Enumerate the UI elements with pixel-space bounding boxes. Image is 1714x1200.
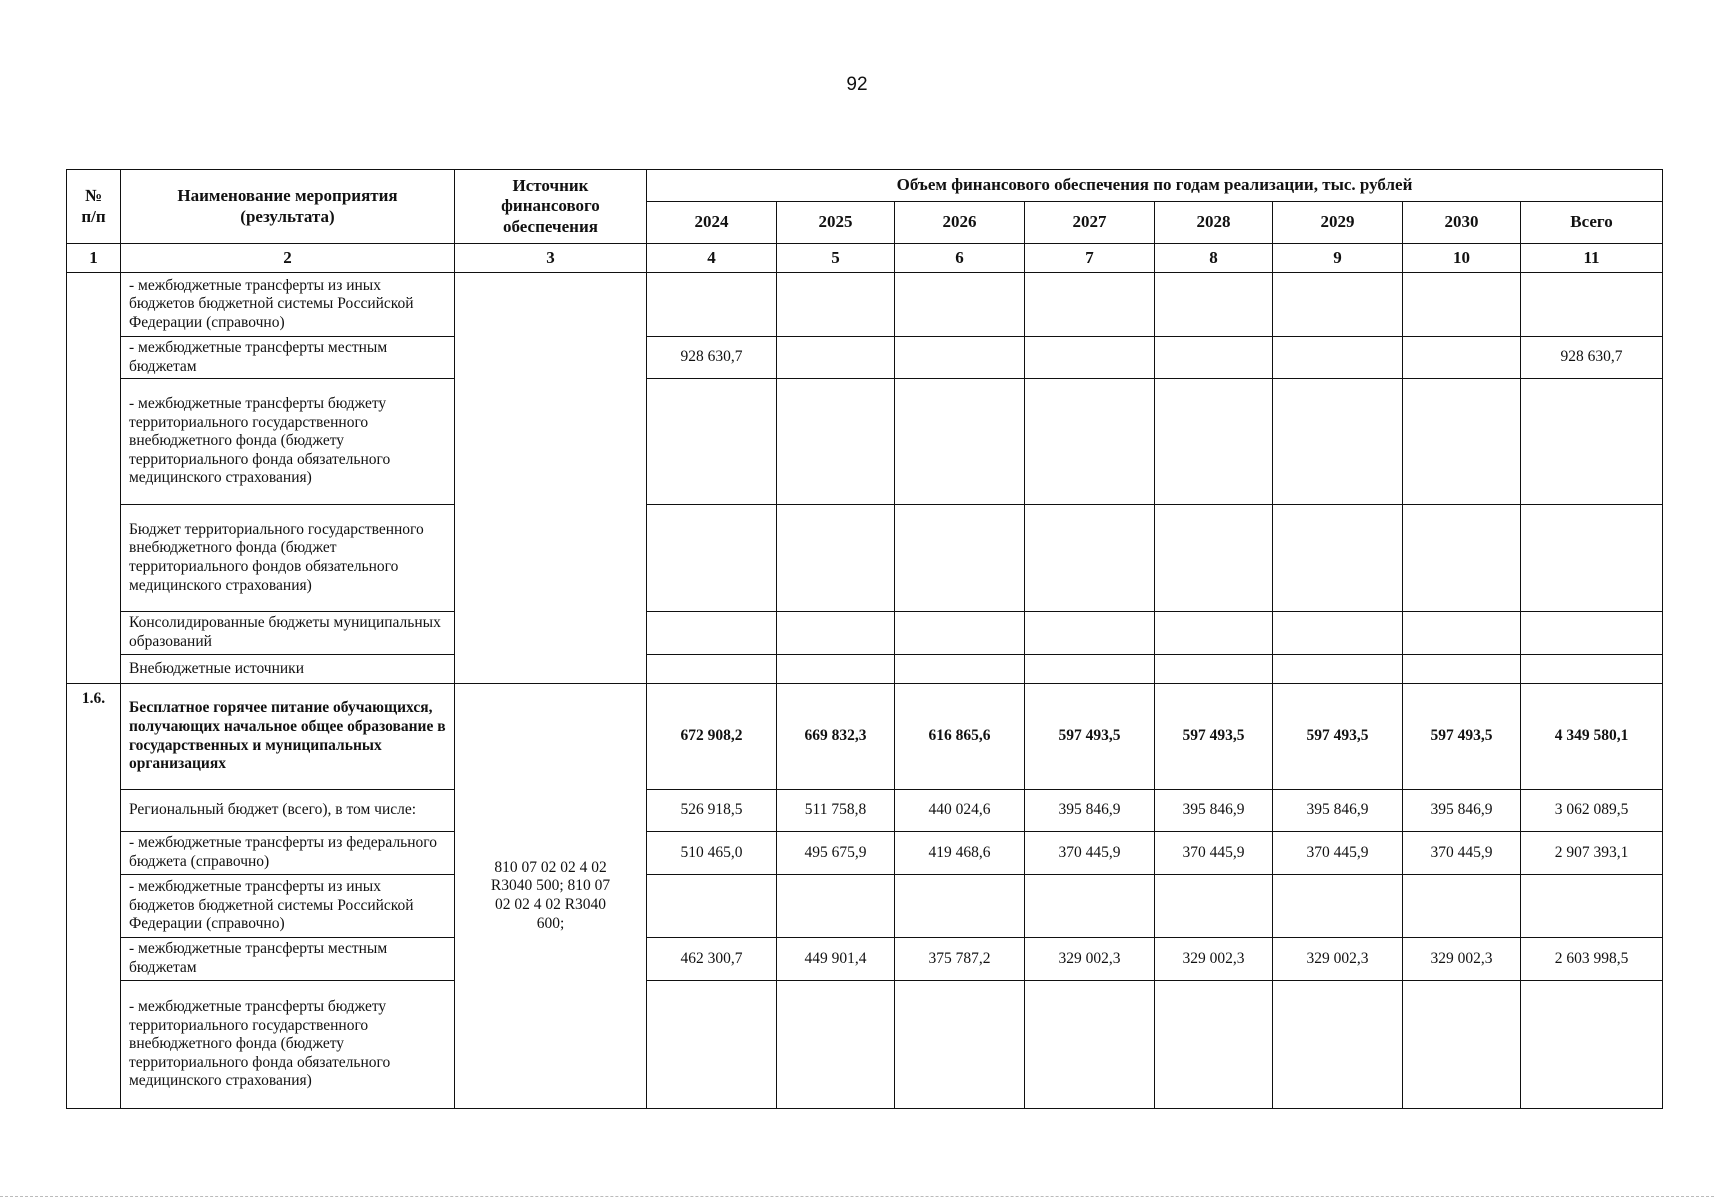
value-cell: [1273, 273, 1403, 337]
value-cell: 449 901,4: [777, 938, 895, 981]
row-source-empty: [455, 273, 647, 684]
value-cell: [1521, 612, 1663, 655]
value-cell: [1521, 505, 1663, 612]
table-row: [67, 655, 1663, 684]
row-name: Региональный бюджет (всего), в том числе:: [121, 790, 455, 832]
page-number: 92: [846, 74, 868, 95]
value-cell: [895, 379, 1025, 505]
value-cell: 329 002,3: [1155, 938, 1273, 981]
value-cell: [647, 379, 777, 505]
column-number: 1: [67, 244, 121, 273]
column-number: 6: [895, 244, 1025, 273]
value-cell: [777, 655, 895, 684]
row-name: - межбюджетные трансферты местным бюджетам: [121, 337, 455, 379]
value-cell: [777, 875, 895, 938]
value-cell: 4 349 580,1: [1521, 684, 1663, 790]
value-cell: [895, 273, 1025, 337]
value-cell: 510 465,0: [647, 832, 777, 875]
value-cell: [1403, 875, 1521, 938]
value-cell: [1025, 655, 1155, 684]
value-cell: 395 846,9: [1273, 790, 1403, 832]
table-row: [67, 273, 1663, 337]
value-cell: 495 675,9: [777, 832, 895, 875]
value-cell: [1155, 981, 1273, 1109]
header-year: 2029: [1273, 202, 1403, 244]
header-volume: Объем финансового обеспечения по годам реализации, тыс. рублей: [647, 170, 1663, 202]
value-cell: [1155, 505, 1273, 612]
value-cell: 597 493,5: [1025, 684, 1155, 790]
header-year: 2030: [1403, 202, 1521, 244]
table-row: [67, 612, 1663, 655]
value-cell: [895, 337, 1025, 379]
value-cell: [777, 505, 895, 612]
value-cell: [647, 505, 777, 612]
table-row: [67, 938, 1663, 981]
row-name: - межбюджетные трансферты из иных бюджетов бюджетной системы Российской Федерации (справочно): [121, 875, 455, 938]
value-cell: [1155, 612, 1273, 655]
value-cell: [895, 612, 1025, 655]
value-cell: [1403, 612, 1521, 655]
value-cell: 395 846,9: [1403, 790, 1521, 832]
value-cell: [1273, 655, 1403, 684]
column-number: 9: [1273, 244, 1403, 273]
value-cell: 2 603 998,5: [1521, 938, 1663, 981]
value-cell: [1273, 337, 1403, 379]
value-cell: [647, 273, 777, 337]
value-cell: [1025, 612, 1155, 655]
value-cell: 462 300,7: [647, 938, 777, 981]
header-total: Всего: [1521, 202, 1663, 244]
value-cell: [1273, 875, 1403, 938]
value-cell: 329 002,3: [1025, 938, 1155, 981]
value-cell: [777, 981, 895, 1109]
value-cell: 672 908,2: [647, 684, 777, 790]
value-cell: 597 493,5: [1403, 684, 1521, 790]
value-cell: [1521, 655, 1663, 684]
table-row: [67, 875, 1663, 938]
value-cell: [777, 273, 895, 337]
value-cell: [1025, 337, 1155, 379]
value-cell: 419 468,6: [895, 832, 1025, 875]
header-year: 2024: [647, 202, 777, 244]
column-number: 10: [1403, 244, 1521, 273]
value-cell: [1025, 273, 1155, 337]
value-cell: [1155, 655, 1273, 684]
column-number: 7: [1025, 244, 1155, 273]
value-cell: [1273, 379, 1403, 505]
value-cell: [1273, 505, 1403, 612]
value-cell: [1403, 273, 1521, 337]
header-year: 2025: [777, 202, 895, 244]
value-cell: [777, 337, 895, 379]
value-cell: 597 493,5: [1155, 684, 1273, 790]
column-number: 8: [1155, 244, 1273, 273]
table-row: [67, 832, 1663, 875]
row-number: 1.6.: [67, 684, 121, 1109]
row-name: - межбюджетные трансферты бюджету территориального государственного внебюджетного фонда (бюджету территориального фонда обязательного медицинского страхования): [121, 379, 455, 505]
value-cell: 3 062 089,5: [1521, 790, 1663, 832]
value-cell: [777, 612, 895, 655]
header-number: № п/п: [67, 170, 121, 244]
column-number: 11: [1521, 244, 1663, 273]
row-name: - межбюджетные трансферты местным бюджетам: [121, 938, 455, 981]
row-name: Бюджет территориального государственного внебюджетного фонда (бюджет территориального фондов обязательного медицинского страхования): [121, 505, 455, 612]
value-cell: 669 832,3: [777, 684, 895, 790]
header-year: 2028: [1155, 202, 1273, 244]
value-cell: [1025, 875, 1155, 938]
value-cell: [647, 655, 777, 684]
value-cell: 329 002,3: [1403, 938, 1521, 981]
value-cell: [1155, 875, 1273, 938]
value-cell: 440 024,6: [895, 790, 1025, 832]
value-cell: [1273, 981, 1403, 1109]
header-name: Наименование мероприятия (результата): [121, 170, 455, 244]
value-cell: 597 493,5: [1273, 684, 1403, 790]
financing-table: [66, 169, 1663, 1109]
value-cell: [1155, 337, 1273, 379]
table-row: [67, 684, 1663, 790]
value-cell: [895, 981, 1025, 1109]
value-cell: 928 630,7: [647, 337, 777, 379]
table-row: [67, 379, 1663, 505]
header-year: 2027: [1025, 202, 1155, 244]
table-row: [67, 505, 1663, 612]
table-row: [67, 981, 1663, 1109]
value-cell: 370 445,9: [1025, 832, 1155, 875]
row-name: Бесплатное горячее питание обучающихся, получающих начальное общее образование в государственных и муниципальных организациях: [121, 684, 455, 790]
value-cell: [1403, 505, 1521, 612]
value-cell: 395 846,9: [1155, 790, 1273, 832]
value-cell: [1521, 273, 1663, 337]
row-name: - межбюджетные трансферты из федерального бюджета (справочно): [121, 832, 455, 875]
row-source: 810 07 02 02 4 02 R3040 500; 810 07 02 02 4 02 R3040 600;: [455, 684, 647, 1109]
value-cell: [647, 981, 777, 1109]
row-number-empty: [67, 273, 121, 684]
value-cell: [1025, 981, 1155, 1109]
value-cell: 370 445,9: [1403, 832, 1521, 875]
row-name: - межбюджетные трансферты из иных бюджетов бюджетной системы Российской Федерации (справочно): [121, 273, 455, 337]
value-cell: [1521, 379, 1663, 505]
value-cell: [647, 875, 777, 938]
value-cell: [895, 655, 1025, 684]
value-cell: [1273, 612, 1403, 655]
value-cell: [1403, 981, 1521, 1109]
column-number: 4: [647, 244, 777, 273]
row-name: - межбюджетные трансферты бюджету территориального государственного внебюджетного фонда (бюджету территориального фонда обязательного медицинского страхования): [121, 981, 455, 1109]
scan-edge-rule: [0, 1196, 1714, 1197]
table-row: [67, 337, 1663, 379]
value-cell: [1025, 379, 1155, 505]
value-cell: [1403, 379, 1521, 505]
value-cell: 370 445,9: [1273, 832, 1403, 875]
value-cell: [1155, 273, 1273, 337]
header-year: 2026: [895, 202, 1025, 244]
value-cell: [647, 612, 777, 655]
column-number: 3: [455, 244, 647, 273]
column-number: 5: [777, 244, 895, 273]
value-cell: 375 787,2: [895, 938, 1025, 981]
value-cell: 928 630,7: [1521, 337, 1663, 379]
value-cell: [895, 875, 1025, 938]
column-number: 2: [121, 244, 455, 273]
row-name: Внебюджетные источники: [121, 655, 455, 684]
value-cell: [1403, 655, 1521, 684]
row-name: Консолидированные бюджеты муниципальных образований: [121, 612, 455, 655]
value-cell: [1521, 981, 1663, 1109]
value-cell: 511 758,8: [777, 790, 895, 832]
value-cell: 2 907 393,1: [1521, 832, 1663, 875]
header-source: Источник финансового обеспечения: [455, 170, 647, 244]
column-numbers-row: [67, 244, 1663, 273]
value-cell: 616 865,6: [895, 684, 1025, 790]
value-cell: [1155, 379, 1273, 505]
value-cell: 370 445,9: [1155, 832, 1273, 875]
value-cell: [895, 505, 1025, 612]
value-cell: [1025, 505, 1155, 612]
table-row: [67, 790, 1663, 832]
value-cell: [1521, 875, 1663, 938]
value-cell: [1403, 337, 1521, 379]
value-cell: [777, 379, 895, 505]
value-cell: 526 918,5: [647, 790, 777, 832]
value-cell: 329 002,3: [1273, 938, 1403, 981]
value-cell: 395 846,9: [1025, 790, 1155, 832]
